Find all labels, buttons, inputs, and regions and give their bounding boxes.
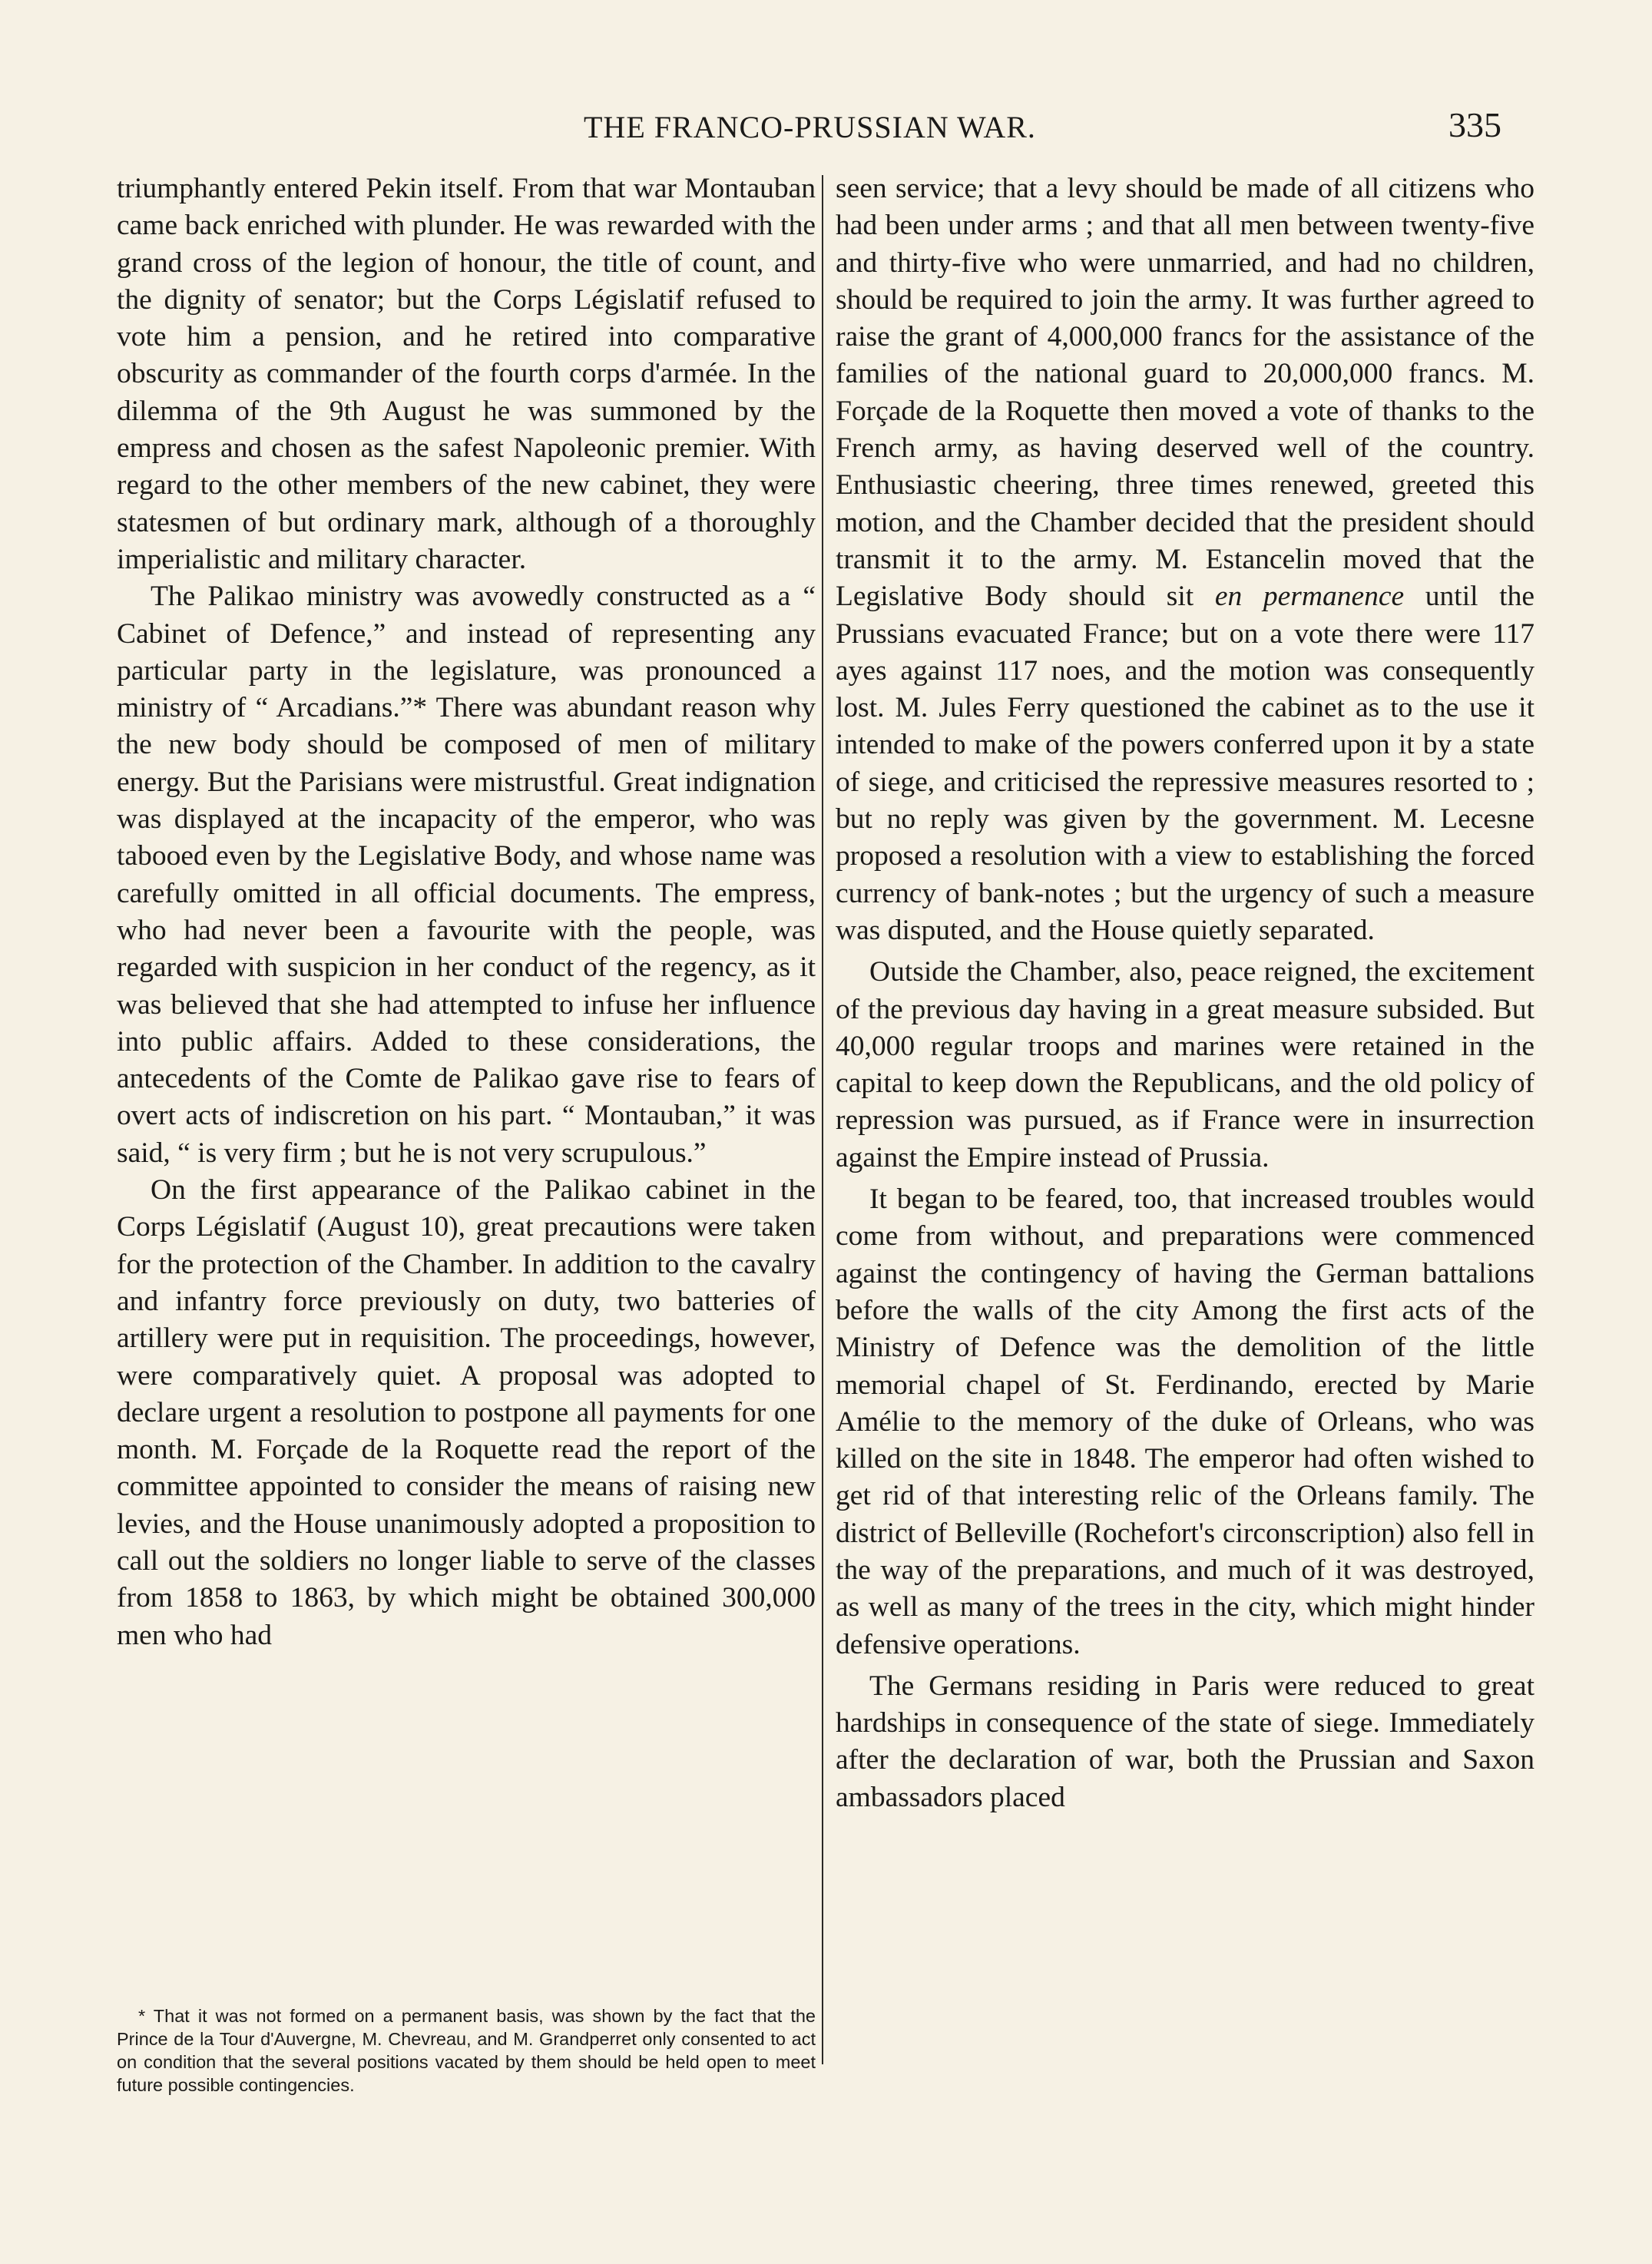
left-paragraph-1: triumphantly entered Pekin itself. From that war Montauban came back enriched with plunder. He was rewarded with the grand cross of the legion of honour, the title of count, and the dignity of senator; but the Corps Législatif refused to vote him a pension, and he retired into comparative obscurity as commander of the fourth corps d'armée. In the dilemma of the 9th August he was summoned by the empress and chosen as the safest Napoleonic premier. With regard to the other members of the new cabinet, they were statesmen of but ordinary mark, although of a thoroughly imperialistic and military character. (117, 173, 816, 575)
left-paragraph-2: The Palikao ministry was avowedly constructed as a “ Cabinet of Defence,” and instead of representing any particular party in the legislature, was pronounced a ministry of “ Arcadians.”* There was abundant reason why the new body should be composed of men of military energy. But the Parisians were mistrustful. Great indignation was displayed at the incapacity of the emperor, who was tabooed even by the Legislative Body, and whose name was carefully omitted in all official documents. The empress, who had never been a favourite with the people, was regarded with suspicion in her conduct of the regency, as it was believed that she had attempted to infuse her influence into public affairs. Added to these considerations, the antecedents of the Comte de Palikao gave rise to fears of overt acts of indiscretion on his part. “ Montauban,” it was said, “ is very firm ; but he is not very scrupulous.” (117, 581, 816, 1169)
column-divider (822, 175, 823, 2064)
page-number: 335 (1448, 105, 1501, 144)
left-paragraph-3: On the first appearance of the Palikao cabinet in the Corps Législatif (August 10), great precautions were taken for the protection of the Chamber. In addition to the cavalry and infantry force previously on duty, two batteries of artillery were put in requisition. The proceedings, however, were comparatively quiet. A proposal was adopted to declare urgent a resolution to postpone all payments for one month. M. Forçade de la Roquette read the report of the committee appointed to consider the means of raising new levies, and the House unanimously adopted a proposition to call out the soldiers no longer liable to serve of the classes from 1858 to 1863, by which might be obtained 300,000 men who had (117, 1174, 816, 1651)
running-head: THE FRANCO-PRUSSIAN WAR. (584, 110, 1036, 144)
footnote-text: * That it was not formed on a permanent basis, was shown by the fact that the Prince de la Tour d'Auvergne, M. Chevreau, and M. Grandperret only consented to act on condition that the several positions vacated by them should be held open to meet future possible contingencies. (117, 2006, 816, 2095)
right-paragraph-3: It began to be feared, too, that increased troubles would come from without, and preparations were commenced against the contingency of having the German battalions before the walls of the city Among the first acts of the Ministry of Defence was the demolition of the little memorial chapel of St. Ferdinando, erected by Marie Amélie to the memory of the duke of Orleans, who was killed on the site in 1848. The emperor had often wished to get rid of that interesting relic of the Orleans family. The district of Belleville (Rochefort's circonscription) also fell in the way of the preparations, and much of it was destroyed, as well as many of the trees in the city, which might hinder defensive operations. (836, 1183, 1534, 1660)
right-column (836, 170, 1534, 1816)
right-paragraph-1-text-a: seen service; that a levy should be made of all citizens who had been under arms ; and that all men between twenty-five and thirty-five who were unmarried, and had no children, should be required to join the army. It was further agreed to raise the grant of 4,000,000 francs for the assistance of the families of the national guard to 20,000,000 francs. M. Forçade de la Roquette then moved a vote of thanks to the French army, as having deserved well of the country. Enthusiastic cheering, three times renewed, greeted this motion, and the Chamber decided that the president should transmit it to the army. M. Estancelin moved that the Legislative Body should sit (836, 173, 1534, 613)
right-paragraph-2: Outside the Chamber, also, peace reigned, the excitement of the previous day having in a great measure subsided. But 40,000 regular troops and marines were retained in the capital to keep down the Republicans, and the old policy of repression was pursued, as if France were in insurrection against the Empire instead of Prussia. (836, 956, 1534, 1173)
right-paragraph-1-text-b: until the Prussians evacuated France; but on a vote there were 117 ayes against 117 noes, and the motion was consequently lost. M. Jules Ferry questioned the cabinet as to the use it intended to make of the powers conferred upon it by a state of siege, and criticised the repressive measures resorted to ; but no reply was given by the government. M. Lecesne proposed a resolution with a view to establishing the forced currency of bank-notes ; but the urgency of such a measure was disputed, and the House quietly separated. (836, 581, 1534, 946)
right-paragraph-1 (836, 170, 1534, 949)
italic-phrase: en permanence (1214, 581, 1405, 613)
left-column (117, 170, 816, 1654)
right-paragraph-4: The Germans residing in Paris were reduced to great hardships in consequence of the state of siege. Immediately after the declaration of war, both the Prussian and Saxon ambassadors placed (836, 1670, 1534, 1813)
footnote (117, 2004, 816, 2097)
